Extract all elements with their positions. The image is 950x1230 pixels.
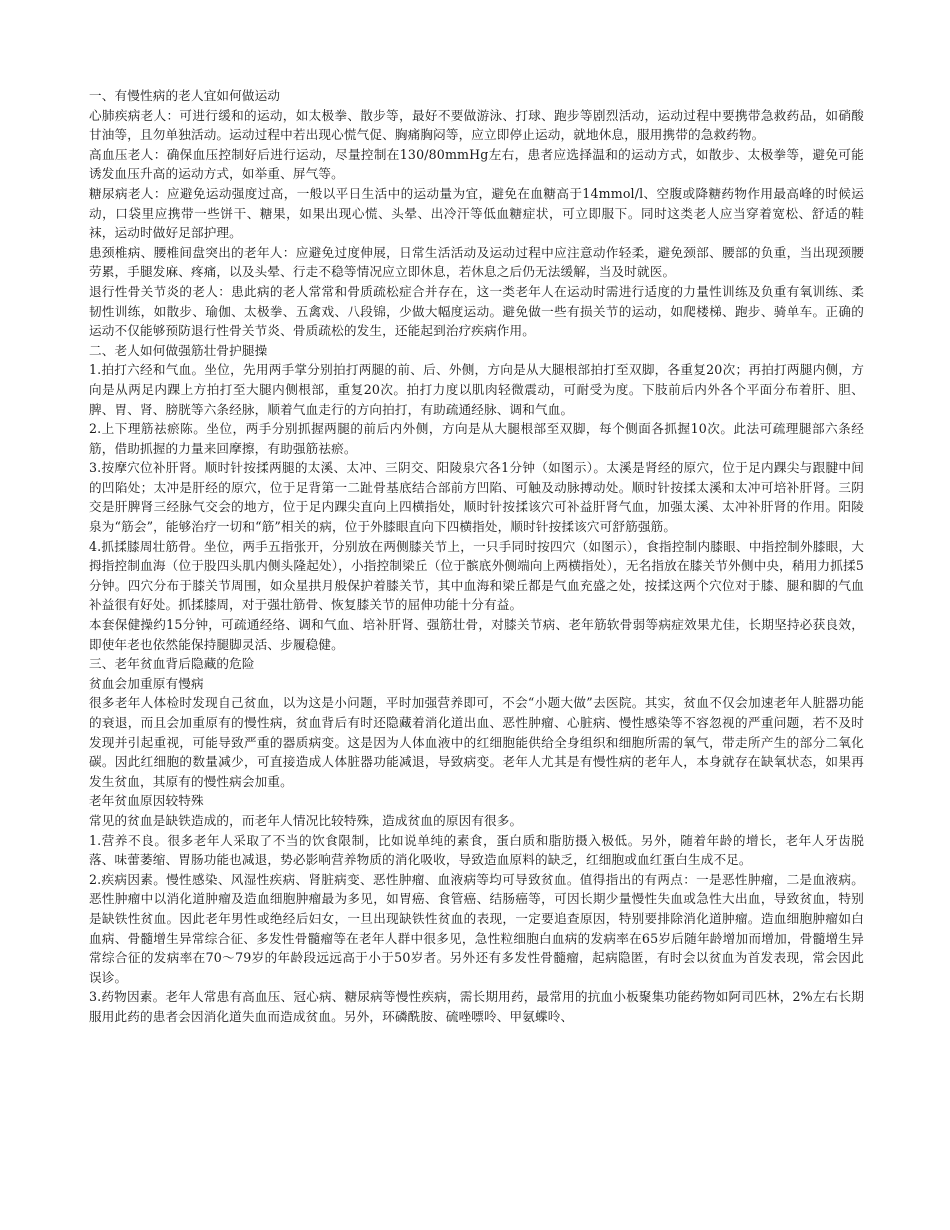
paragraph-causes-intro: 常见的贫血是缺铁造成的，而老年人情况比较特殊，造成贫血的原因有很多。 bbox=[89, 812, 523, 828]
paragraph-step-4: 4.抓揉膝周壮筋骨。坐位，两手五指张开，分别放在两侧膝关节上，一只手同时按四穴（如图示），食指控制内膝眼、中指控制外膝眼，大拇指控制血海（位于股四头肌内侧头隆起处），小指控制梁丘（位于髌底外侧端向上两横指处），无名指放在膝关节外侧中央，稍用力抓揉5分钟。四穴分布于膝关节周围，如众星拱月般保护着膝关节，其中血海和梁丘都是气血充盛之处，按揉这两个穴位对于膝、腿和脚的气血补益很有好处。抓揉膝周，对于强壮筋骨、恢复膝关节的屈伸功能十分有益。 bbox=[89, 538, 864, 613]
paragraph-diabetes: 糖尿病老人：应避免运动强度过高，一般以平日生活中的运动量为宜，避免在血糖高于14mmol/l、空腹或降糖药物作用最高峰的时候运动，口袋里应携带一些饼干、糖果，如果出现心慌、头晕、出冷汗等低血糖症状，可立即服下。同时这类老人应当穿着宽松、舒适的鞋袜，运动时做好足部护理。 bbox=[89, 185, 864, 241]
paragraph-cause-nutrition: 1.营养不良。很多老年人采取了不当的饮食限制，比如说单纯的素食，蛋白质和脂肪摄入极低。另外，随着年龄的增长，老年人牙齿脱落、味蕾萎缩、胃肠功能也减退，势必影响营养物质的消化吸收，导致造血原料的缺乏，红细胞或血红蛋白生成不足。 bbox=[89, 832, 864, 868]
paragraph-cause-disease: 2.疾病因素。慢性感染、风湿性疾病、肾脏病变、恶性肿瘤、血液病等均可导致贫血。值得指出的有两点：一是恶性肿瘤，二是血液病。恶性肿瘤中以消化道肿瘤及造血细胞肿瘤最为多见，如胃癌、食管癌、结肠癌等，可因长期少量慢性失血或急性大出血，导致贫血，特别是缺铁性贫血。因此老年男性或绝经后妇女，一旦出现缺铁性贫血的表现，一定要追查原因，特别要排除消化道肿瘤。造血细胞肿瘤如白血病、骨髓增生异常综合征、多发性骨髓瘤等在老年人群中很多见，急性粒细胞白血病的发病率在65岁后随年龄增加而增加，骨髓增生异常综合征的发病率在70～79岁的年龄段远远高于小于50岁者。另外还有多发性骨髓瘤，起病隐匿，有时会以贫血为首发表现，常会因此误诊。 bbox=[89, 871, 864, 985]
section-heading-anemia: 三、老年贫血背后隐藏的危险 bbox=[89, 656, 255, 672]
subheading-anemia-worsens: 贫血会加重原有慢病 bbox=[89, 675, 204, 691]
section-heading-leg-exercise: 二、老人如何做强筋壮骨护腿操 bbox=[89, 342, 268, 358]
paragraph-cardiopulmonary: 心肺疾病老人：可进行缓和的运动，如太极拳、散步等，最好不要做游泳、打球、跑步等剧烈活动，运动过程中要携带急救药品，如硝酸甘油等，且勿单独活动。运动过程中若出现心慌气促、胸痛胸闷等，应立即停止运动，就地休息，服用携带的急救药物。 bbox=[89, 107, 864, 143]
paragraph-step-1: 1.拍打六经和气血。坐位，先用两手掌分别拍打两腿的前、后、外侧，方向是从大腿根部拍打至双脚，各重复20次；再拍打两腿内侧，方向是从两足内踝上方拍打至大腿内侧根部，重复20次。拍打力度以肌肉轻微震动，可耐受为度。下肢前后内外各个平面分布着肝、胆、脾、胃、肾、膀胱等六条经脉，顺着气血走行的方向拍打，有助疏通经脉、调和气血。 bbox=[89, 362, 864, 417]
section-heading-exercise: 一、有慢性病的老人宜如何做运动 bbox=[89, 88, 281, 103]
subheading-anemia-causes: 老年贫血原因较特殊 bbox=[89, 793, 204, 809]
document-page bbox=[89, 86, 864, 1027]
paragraph-routine-summary: 本套保健操约15分钟，可疏通经络、调和气血、培补肝肾、强筋壮骨，对膝关节病、老年筋软骨弱等病症效果尤佳，长期坚持必获良效，即使年老也依然能保持腿脚灵活、步履稳健。 bbox=[89, 617, 864, 652]
paragraph-anemia-danger: 很多老年人体检时发现自己贫血，以为这是小问题，平时加强营养即可，不会“小题大做”去医院。其实，贫血不仅会加速老年人脏器功能的衰退，而且会加重原有的慢性病，贫血背后有时还隐藏着消化道出血、恶性肿瘤、心脏病、慢性感染等不容忽视的严重问题，若不及时发现并引起重视，可能导致严重的器质病变。这是因为人体血液中的红细胞能供给全身组织和细胞所需的氧气，带走所产生的部分二氧化碳。因此红细胞的数量减少，可直接造成人体脏器功能减退，导致病变。老年人尤其是有慢性病的老年人，本身就存在缺氧状态，如果再发生贫血，其原有的慢性病会加重。 bbox=[89, 695, 864, 789]
paragraph-hypertension: 高血压老人：确保血压控制好后进行运动，尽量控制在130/80mmHg左右，患者应选择温和的运动方式，如散步、太极拳等，避免可能诱发血压升高的运动方式，如举重、屏气等。 bbox=[89, 146, 864, 182]
paragraph-cause-drugs: 3.药物因素。老年人常患有高血压、冠心病、糖尿病等慢性疾病，需长期用药，最常用的抗血小板聚集功能药物如阿司匹林，2%左右长期服用此药的患者会因消化道失血而造成贫血。另外，环磷酰胺、硫唑嘌呤、甲氨蝶呤、 bbox=[89, 989, 864, 1024]
paragraph-step-3: 3.按摩穴位补肝肾。顺时针按揉两腿的太溪、太冲、三阴交、阳陵泉穴各1分钟（如图示）。太溪是肾经的原穴，位于足内踝尖与跟腱中间的凹陷处；太冲是肝经的原穴，位于足背第一二趾骨基底结合部前方凹陷、可触及动脉搏动处。顺时针按揉太溪和太冲可培补肝肾。三阴交是肝脾肾三经脉气交会的地方，位于足内踝尖直向上四横指处，顺时针按揉该穴可补益肝肾气血，加强太溪、太冲补肝肾的作用。阳陵泉为“筋会”，能够治疗一切和“筋”相关的病，位于外膝眼直向下四横指处，顺时针按揉该穴可舒筋强筋。 bbox=[89, 460, 864, 535]
paragraph-osteoarthritis: 退行性骨关节炎的老人：患此病的老人常常和骨质疏松症合并存在，这一类老年人在运动时需进行适度的力量性训练及负重有氧训练、柔韧性训练，如散步、瑜伽、太极拳、五禽戏、八段锦，少做大幅度运动。避免做一些有损关节的运动，如爬楼梯、跑步、骑单车。正确的运动不仅能够预防退行性骨关节炎、骨质疏松的发生，还能起到治疗疾病作用。 bbox=[89, 283, 864, 339]
paragraph-spine: 患颈椎病、腰椎间盘突出的老年人：应避免过度伸展，日常生活活动及运动过程中应注意动作轻柔，避免颈部、腰部的负重，当出现颈腰劳累，手腿发麻、疼痛，以及头晕、行走不稳等情况应立即休息，若休息之后仍无法缓解，当及时就医。 bbox=[89, 244, 864, 280]
paragraph-step-2: 2.上下理筋祛瘀陈。坐位，两手分别抓握两腿的前后内外侧，方向是从大腿根部至双脚，每个侧面各抓握10次。此法可疏理腿部六条经筋，借助抓握的力量来回摩擦，有助强筋祛瘀。 bbox=[89, 421, 864, 456]
